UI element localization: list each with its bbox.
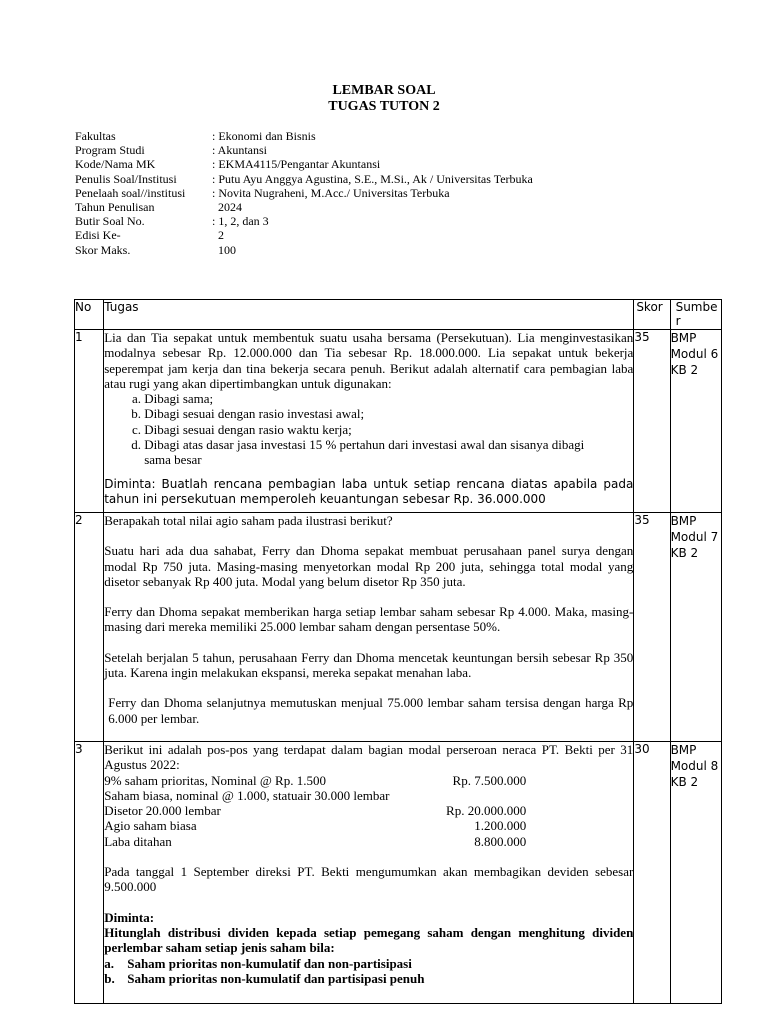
balance-item — [104, 773, 633, 788]
question-number: 1 — [75, 330, 104, 513]
header-sumber: Sumber — [670, 300, 721, 330]
question-task — [104, 742, 634, 1004]
balance-item-value: 1.200.000 — [474, 818, 527, 834]
meta-row-program-studi — [75, 143, 533, 157]
table-row — [75, 330, 722, 513]
meta-row-penelaah — [75, 186, 533, 200]
question-score: 30 — [634, 742, 670, 1004]
source-line: Modul 7 — [670, 530, 719, 544]
meta-row-kode-mk — [75, 157, 533, 171]
meta-label: Edisi Ke- — [75, 228, 121, 243]
question-paragraph: Ferry dan Dhoma sepakat memberikan harga setiap lembar saham sebesar Rp 4.000. Maka, masing-masing dari mereka memiliki 25.000 lembar saham dengan persentase 50%. — [104, 604, 634, 635]
meta-value: 2024 — [212, 199, 242, 214]
source-line: BMP — [670, 514, 697, 528]
balance-item-label: Saham biasa, nominal @ 1.000, statuair 30.000 lembar — [104, 787, 390, 803]
list-marker: a. — [104, 955, 114, 971]
table-row — [75, 742, 722, 1004]
balance-item-value: 8.800.000 — [474, 833, 527, 849]
meta-label: Program Studi — [75, 143, 145, 158]
source-line: Modul 6 — [670, 347, 719, 361]
list-item: b. Dibagi sesuai dengan rasio investasi awal; — [144, 406, 633, 421]
question-source — [670, 513, 721, 742]
header-tugas: Tugas — [104, 300, 634, 330]
question-paragraph: Suatu hari ada dua sahabat, Ferry dan Dhoma sepakat membuat perusahaan panel surya dengan modal Rp 750 juta. Masing-masing menyetorkan modal Rp 200 juta, sehingga total modal yang disetor sebanyak Rp 400 juta. Modal yang belum disetor Rp 350 juta. — [104, 543, 634, 589]
meta-value: : Putu Ayu Anggya Agustina, S.E., M.Si., Ak / Universitas Terbuka — [212, 171, 533, 186]
meta-value: : EKMA4115/Pengantar Akuntansi — [212, 157, 381, 172]
question-paragraph: Ferry dan Dhoma selanjutnya memutuskan menjual 75.000 lembar saham tersisa dengan harga Rp 6.000 per lembar. — [108, 695, 634, 726]
list-text: Saham prioritas non-kumulatif dan non-partisipasi — [127, 955, 412, 971]
meta-label: Penelaah soal//institusi — [75, 185, 186, 200]
question-paragraph: Berapakah total nilai agio saham pada ilustrasi berikut? — [104, 513, 393, 528]
meta-label: Penulis Soal/Institusi — [75, 171, 177, 186]
meta-value: : Ekonomi dan Bisnis — [212, 129, 316, 143]
list-item: d. Dibagi atas dasar jasa investasi 15 % pertahun dari investasi awal dan sisanya dibagi sama besar — [144, 437, 633, 468]
meta-label: Fakultas — [75, 129, 116, 143]
document-title: LEMBAR SOAL — [332, 83, 436, 98]
question-task — [104, 513, 634, 742]
meta-value: : Novita Nugraheni, M.Acc./ Universitas Terbuka — [212, 185, 450, 200]
table-row — [75, 513, 722, 742]
header-skor: Skor — [634, 300, 670, 330]
question-paragraph: Setelah berjalan 5 tahun, perusahaan Ferry dan Dhoma mencetak keuntungan bersih sebesar Rp 350 juta. Karena ingin melakukan ekspansi, mereka sepakat menahan laba. — [104, 649, 634, 681]
balance-item-label: 9% saham prioritas, Nominal @ Rp. 1.500 — [104, 772, 326, 788]
meta-value: 100 — [212, 242, 236, 257]
balance-item-label: Laba ditahan — [104, 833, 172, 849]
question-instruction-label: Diminta: — [104, 909, 155, 925]
meta-row-tahun — [75, 200, 533, 214]
source-line: Modul 8 — [670, 759, 719, 773]
meta-label: Tahun Penulisan — [75, 199, 155, 214]
meta-row-butir-soal — [75, 214, 533, 228]
source-line: KB 2 — [670, 546, 699, 560]
list-item — [104, 971, 633, 986]
source-line: KB 2 — [670, 363, 699, 377]
question-task — [104, 330, 634, 513]
meta-value: : 1, 2, dan 3 — [212, 214, 269, 229]
question-score: 35 — [634, 330, 670, 513]
table-header-row — [75, 300, 722, 330]
source-line: KB 2 — [670, 775, 699, 789]
question-paragraph: Pada tanggal 1 September direksi PT. Bekti mengumumkan akan membagikan deviden sebesar 9.500.000 — [104, 864, 634, 895]
balance-item-value: Rp. 20.000.000 — [446, 803, 527, 819]
balance-item-value: Rp. 7.500.000 — [452, 772, 527, 788]
list-item — [104, 956, 633, 971]
question-instruction: Hitunglah distribusi dividen kepada setiap pemegang saham dengan menghitung dividen perlembar saham setiap jenis saham bila: — [104, 924, 634, 956]
meta-label: Skor Maks. — [75, 242, 131, 257]
document-subtitle: TUGAS TUTON 2 — [328, 99, 440, 114]
balance-item — [104, 834, 633, 849]
question-source — [670, 330, 721, 513]
option-list — [104, 391, 633, 467]
option-list — [104, 956, 633, 987]
meta-label: Kode/Nama MK — [75, 157, 156, 172]
balance-item — [104, 788, 633, 803]
question-intro: Berikut ini adalah pos-pos yang terdapat dalam bagian modal perseroan neraca PT. Bekti per 31 Agustus 2022: — [104, 742, 634, 773]
question-number: 2 — [75, 513, 104, 742]
question-number: 3 — [75, 742, 104, 1004]
metadata-block — [75, 129, 533, 257]
question-source — [670, 742, 721, 1004]
list-marker: b. — [104, 970, 115, 986]
meta-value: : Akuntansi — [212, 143, 268, 158]
meta-row-fakultas — [75, 129, 533, 143]
list-item: a. Dibagi sama; — [144, 391, 633, 406]
meta-row-penulis — [75, 172, 533, 186]
source-line: BMP — [670, 743, 697, 757]
meta-row-skor-maks — [75, 243, 533, 257]
balance-item — [104, 803, 633, 818]
balance-item-label: Disetor 20.000 lembar — [104, 803, 221, 819]
balance-item-value — [442, 788, 526, 803]
meta-value: 2 — [212, 228, 224, 243]
question-instruction: Diminta: Buatlah rencana pembagian laba untuk setiap rencana diatas apabila pada tahun ini persekutuan memperoleh keuantungan sebesar Rp. 36.000.000 — [104, 476, 634, 507]
question-score: 35 — [634, 513, 670, 742]
question-intro: Lia dan Tia sepakat untuk membentuk suatu usaha bersama (Persekutuan). Lia menginvestasikan modalnya sebesar Rp. 12.000.000 dan Tia sebesar Rp. 18.000.000. Lia sepakat untuk bekerja seperempat jam kerja dan tina bekerja secara penuh. Berikut adalah alternatif cara pembagian laba atau rugi yang akan dipertimbangkan untuk digunakan: — [104, 330, 634, 391]
balance-item-label: Agio saham biasa — [104, 818, 197, 834]
header-no: No — [75, 300, 104, 330]
meta-row-edisi — [75, 228, 533, 242]
list-text: Saham prioritas non-kumulatif dan partisipasi penuh — [127, 970, 425, 986]
balance-item — [104, 818, 633, 833]
list-item: c. Dibagi sesuai dengan rasio waktu kerja; — [144, 422, 633, 437]
source-line: BMP — [670, 331, 697, 345]
meta-label: Butir Soal No. — [75, 214, 145, 229]
question-table — [74, 299, 722, 1004]
